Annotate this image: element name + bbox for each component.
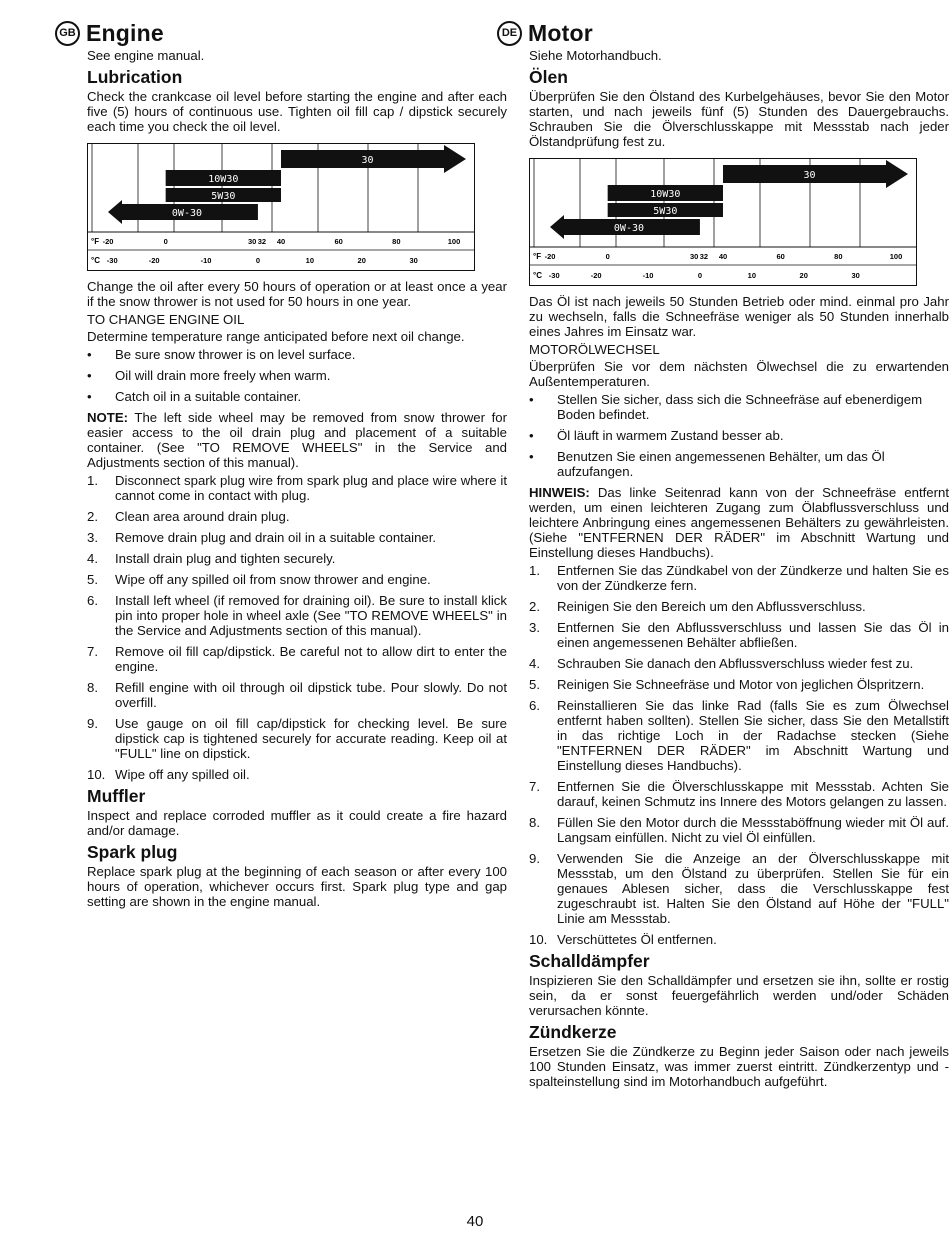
preparation-list — [529, 392, 949, 479]
engine-title-row — [55, 18, 507, 48]
oil-grade-label: 30 — [803, 170, 816, 181]
list-item: • Be sure snow thrower is on level surface. — [87, 347, 507, 362]
oil-grade-label: 30 — [361, 155, 374, 166]
fahrenheit-tick-label: 80 — [392, 237, 401, 246]
list-item: 6. Install left wheel (if removed for draining oil). Be sure to install klick pin into proper hole in wheel axle (See "TO REMOVE WHEELS" in the Service and Adjustments section of this manual). — [87, 593, 507, 638]
celsius-unit-label: °C — [91, 256, 100, 265]
spark-plug-heading: Spark plug — [87, 842, 178, 862]
engine-title: Engine — [86, 19, 164, 46]
fahrenheit-tick-label: -20 — [102, 237, 114, 246]
oil-viscosity-chart-svg — [530, 159, 916, 285]
fahrenheit-unit-label: °F — [533, 252, 542, 261]
muffler-heading: Muffler — [87, 786, 146, 806]
fahrenheit-tick-label: 0 — [163, 237, 168, 246]
list-item: 5. Reinigen Sie Schneefräse und Motor von jeglichen Ölspritzern. — [529, 677, 925, 692]
engine-intro: See engine manual. — [87, 48, 205, 63]
schalldaempfer-heading: Schalldämpfer — [529, 951, 650, 971]
celsius-tick-label: 20 — [357, 256, 366, 265]
celsius-tick-label: 0 — [697, 271, 703, 280]
celsius-tick-label: -30 — [548, 271, 560, 280]
celsius-tick-label: -20 — [148, 256, 160, 265]
note-text: Das linke Seitenrad kann von der Schneefräse entfernt werden, um einen leichteren Zugang zum Ölabflussverschluss und leichtere Anbringung eines angemessenen Behälters zu gewährleisten. (Siehe "ENTFERNEN DER RÄDER" im Abschnitt Wartung und Einstellung dieses Handbuchs). — [529, 485, 949, 560]
fahrenheit-tick-label: 40 — [276, 237, 286, 246]
determine-temperature: Überprüfen Sie vor dem nächsten Ölwechsel die zu erwartenden Außentemperaturen. — [529, 359, 949, 389]
fahrenheit-tick-label: 0 — [605, 252, 610, 261]
celsius-tick-label: 0 — [255, 256, 261, 265]
list-item: 9. Use gauge on oil fill cap/dipstick for checking level. Be sure dipstick cap is tightened securely for accurate reading. Keep oil at "FULL" line on dipstick. — [87, 716, 507, 761]
fahrenheit-tick-label: 32 — [699, 252, 709, 261]
celsius-tick-label: 10 — [305, 256, 315, 265]
note-text: The left side wheel may be removed from snow thrower for easier access to the oil drain plug and placement of a suitable container. (See "TO REMOVE WHEELS" in the Service and Adjustments section of this manual). — [87, 410, 507, 470]
list-item: 2. Clean area around drain plug. — [87, 509, 290, 524]
fahrenheit-tick-label: 32 — [257, 237, 267, 246]
list-item: 9. Verwenden Sie die Anzeige an der Ölverschlusskappe mit Messstab, um den Ölstand zu überprüfen. Stellen Sie für ein genaues Ablesen sicher, dass die Verschlusskappe fest zugeschraubt ist. Halten Sie den Ölstand auf Höhe der "FULL" Linie am Messstab. — [529, 851, 949, 926]
change-oil-heading: MOTORÖLWECHSEL — [529, 342, 660, 357]
celsius-unit-label: °C — [533, 271, 542, 280]
list-item: 5. Wipe off any spilled oil from snow thrower and engine. — [87, 572, 431, 587]
celsius-tick-label: -30 — [106, 256, 118, 265]
oil-change-steps — [87, 473, 507, 782]
note-label: NOTE: — [87, 410, 129, 425]
oil-grade-label: 0W-30 — [171, 208, 203, 219]
motor-title-row — [497, 18, 949, 48]
oil-viscosity-chart — [87, 143, 475, 271]
celsius-tick-label: 30 — [409, 256, 418, 265]
note-paragraph — [529, 485, 949, 560]
zuendkerze-heading: Zündkerze — [529, 1022, 617, 1042]
fahrenheit-unit-label: °F — [91, 237, 100, 246]
change-oil-heading: TO CHANGE ENGINE OIL — [87, 312, 245, 327]
gb-language-badge: GB — [55, 21, 80, 46]
oelen-heading: Ölen — [529, 67, 568, 87]
celsius-tick-label: 10 — [747, 271, 757, 280]
fahrenheit-tick-label: 100 — [889, 252, 903, 261]
oil-grade-label: 5W30 — [211, 191, 236, 202]
list-item: 10. Verschüttetes Öl entfernen. — [529, 932, 717, 947]
list-item: 4. Schrauben Sie danach den Abflussverschluss wieder fest zu. — [529, 656, 914, 671]
fahrenheit-tick-label: -20 — [544, 252, 556, 261]
page-number: 40 — [466, 1213, 484, 1230]
zuendkerze-text: Ersetzen Sie die Zündkerze zu Beginn jeder Saison oder nach jeweils 100 Stunden Einsatz, was immer zuerst eintritt. Zündkerzentyp und -spalteinstellung sind im Motorhandbuch aufgeführt. — [529, 1044, 949, 1089]
list-item: • Öl läuft in warmem Zustand besser ab. — [529, 428, 949, 443]
oelen-text: Überprüfen Sie den Ölstand des Kurbelgehäuses, bevor Sie den Motor starten, und nach jeweils fünf (5) Stunden des Dauergebrauchs. Schrauben Sie die Ölverschlusskappe mit Messstab nach jeder Ölstandprüfung fest zu. — [529, 89, 949, 149]
oil-viscosity-chart — [529, 158, 917, 286]
schalldaempfer-text: Inspizieren Sie den Schalldämpfer und ersetzen sie ihn, sollte er rostig sein, da er sonst feuergefährlich werden und/oder Schäden verursachen könnte. — [529, 973, 949, 1018]
oil-change-interval: Das Öl ist nach jeweils 50 Stunden Betrieb oder mind. einmal pro Jahr zu wechseln, falls die Schneefräse weniger als 50 Stunden innerhalb eines Jahres im Einsatz war. — [529, 294, 949, 339]
german-column — [501, 18, 949, 1092]
fahrenheit-tick-label: 60 — [334, 237, 343, 246]
fahrenheit-tick-label: 40 — [718, 252, 728, 261]
lubrication-text: Check the crankcase oil level before starting the engine and after each five (5) hours of continuous use. Tighten oil fill cap / dipstick securely each time you check the oil level. — [87, 89, 507, 134]
list-item: • Stellen Sie sicher, dass sich die Schneefräse auf ebenerdigem Boden befindet. — [529, 392, 949, 422]
fahrenheit-tick-label: 60 — [776, 252, 785, 261]
fahrenheit-tick-label: 30 — [689, 252, 699, 261]
list-item: 8. Refill engine with oil through oil dipstick tube. Pour slowly. Do not overfill. — [87, 680, 507, 710]
muffler-text: Inspect and replace corroded muffler as it could create a fire hazard and/or damage. — [87, 808, 507, 838]
oil-change-interval: Change the oil after every 50 hours of operation or at least once a year if the snow thrower is not used for 50 hours in one year. — [87, 279, 507, 309]
list-item: 1. Disconnect spark plug wire from spark plug and place wire where it cannot come in contact with plug. — [87, 473, 507, 503]
list-item: 3. Entfernen Sie den Abflussverschluss und lassen Sie das Öl in einen angemessenen Behälter abfließen. — [529, 620, 949, 650]
fahrenheit-tick-label: 30 — [247, 237, 257, 246]
note-paragraph — [87, 410, 507, 470]
list-item: 1. Entfernen Sie das Zündkabel von der Zündkerze und halten Sie es von der Zündkerze fern. — [529, 563, 949, 593]
list-item: 10. Wipe off any spilled oil. — [87, 767, 250, 782]
english-column — [59, 18, 507, 912]
list-item: 3. Remove drain plug and drain oil in a suitable container. — [87, 530, 437, 545]
list-item: 2. Reinigen Sie den Bereich um den Abflussverschluss. — [529, 599, 866, 614]
oil-change-steps — [529, 563, 949, 947]
preparation-list — [87, 347, 507, 404]
list-item: • Benutzen Sie einen angemessenen Behälter, um das Öl aufzufangen. — [529, 449, 949, 479]
list-item: 7. Entfernen Sie die Ölverschlusskappe mit Messstab. Achten Sie darauf, keinen Schmutz ins Innere des Motors gelangen zu lassen. — [529, 779, 949, 809]
oil-grade-label: 5W30 — [653, 206, 678, 217]
oil-grade-label: 10W30 — [208, 174, 239, 185]
oil-viscosity-chart-svg — [88, 144, 474, 270]
spark-plug-text: Replace spark plug at the beginning of each season or after every 100 hours of operation, whichever occurs first. Spark plug type and gap setting are shown in the engine manual. — [87, 864, 507, 909]
motor-intro: Siehe Motorhandbuch. — [529, 48, 662, 63]
list-item: • Oil will drain more freely when warm. — [87, 368, 507, 383]
determine-temperature: Determine temperature range anticipated before next oil change. — [87, 329, 465, 344]
list-item: 7. Remove oil fill cap/dipstick. Be careful not to allow dirt to enter the engine. — [87, 644, 507, 674]
list-item: 8. Füllen Sie den Motor durch die Messstaböffnung wieder mit Öl auf. Langsam einfüllen. Nicht zu viel Öl einfüllen. — [529, 815, 949, 845]
fahrenheit-tick-label: 100 — [447, 237, 461, 246]
list-item: 4. Install drain plug and tighten securely. — [87, 551, 336, 566]
celsius-tick-label: -20 — [590, 271, 602, 280]
note-label: HINWEIS: — [529, 485, 590, 500]
fahrenheit-tick-label: 80 — [834, 252, 843, 261]
de-language-badge: DE — [497, 21, 522, 46]
list-item: • Catch oil in a suitable container. — [87, 389, 507, 404]
oil-grade-label: 0W-30 — [613, 223, 645, 234]
celsius-tick-label: 20 — [799, 271, 808, 280]
list-item: 6. Reinstallieren Sie das linke Rad (falls Sie es zum Ölwechsel entfernt haben sollten). Stellen Sie sicher, dass Sie den Metallstift in das richtige Loch in der Radachse stecken (Siehe "ENTFERNEN DER RÄDER" im Abschnitt Wartung und Einstellung dieses Handbuchs). — [529, 698, 949, 773]
celsius-tick-label: 30 — [851, 271, 860, 280]
oil-grade-label: 10W30 — [650, 189, 681, 200]
celsius-tick-label: -10 — [642, 271, 654, 280]
lubrication-heading: Lubrication — [87, 67, 183, 87]
celsius-tick-label: -10 — [200, 256, 212, 265]
motor-title: Motor — [528, 19, 593, 46]
